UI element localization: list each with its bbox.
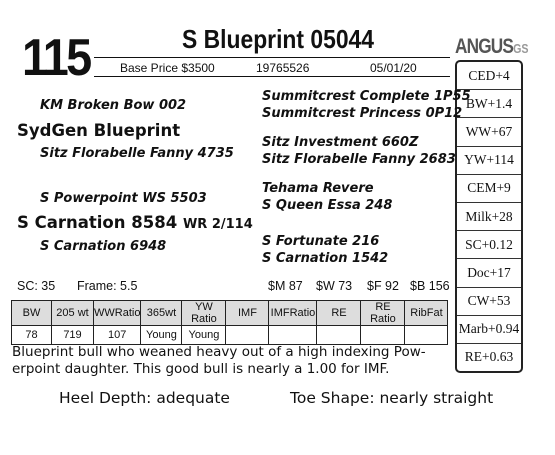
val-365wt: Young	[141, 326, 182, 345]
frame-score: Frame: 5.5	[77, 279, 138, 293]
col-yw-ratio: YW Ratio	[182, 301, 226, 326]
epd-marb: Marb+0.94	[457, 316, 521, 344]
val-205wt: 719	[52, 326, 94, 345]
pedigree-dam-dam-sire: S Fortunate 216	[262, 234, 380, 249]
col-re-ratio: RE Ratio	[361, 301, 405, 326]
registration-number: 19765526	[256, 61, 310, 75]
epd-bw: BW+1.4	[457, 90, 521, 118]
performance-header-row	[12, 301, 448, 326]
performance-table	[11, 300, 448, 345]
epd-ww: WW+67	[457, 118, 521, 146]
epd-sc: SC+0.12	[457, 231, 521, 259]
epd-column	[455, 60, 523, 373]
epd-cem: CEM+9	[457, 175, 521, 203]
heel-depth: Heel Depth: adequate	[59, 389, 230, 407]
val-re	[317, 326, 361, 345]
base-price: Base Price $3500	[120, 61, 215, 75]
val-re-ratio	[361, 326, 405, 345]
col-imf: IMF	[226, 301, 269, 326]
index-w: $W 73	[316, 279, 353, 293]
val-ribfat	[405, 326, 448, 345]
birth-date: 05/01/20	[370, 61, 417, 75]
angus-gs-logo: ANGUSGS	[455, 35, 529, 58]
col-re: RE	[317, 301, 361, 326]
val-ww-ratio: 107	[94, 326, 141, 345]
pedigree-sire-dam-sire: Sitz Investment 660Z	[262, 135, 419, 150]
sale-comment: Blueprint bull who weaned heavy out of a high indexing Pow-erpoint daughter. This good bull is nearly a 1.00 for IMF.	[12, 344, 426, 377]
index-m: $M 87	[268, 279, 303, 293]
val-imf	[226, 326, 269, 345]
dam-weaning-ratio: WR 2/114	[182, 217, 253, 232]
pedigree-sire-dam: Sitz Florabelle Fanny 4735	[40, 146, 234, 161]
col-ribfat: RibFat	[405, 301, 448, 326]
col-365wt: 365wt	[141, 301, 182, 326]
pedigree-sire-sire-sire: Summitcrest Complete 1P55	[262, 89, 471, 104]
val-bw: 78	[12, 326, 52, 345]
pedigree-dam-sire-dam: S Queen Essa 248	[262, 198, 393, 213]
val-imf-ratio	[269, 326, 317, 345]
epd-doc: Doc+17	[457, 259, 521, 287]
animal-name: S Blueprint 05044	[182, 24, 375, 54]
pedigree-sire: SydGen Blueprint	[17, 121, 181, 140]
epd-cw: CW+53	[457, 288, 521, 316]
epd-re: RE+0.63	[464, 349, 514, 365]
index-b: $B 156	[410, 279, 450, 293]
epd-milk: Milk+28	[457, 203, 521, 231]
pedigree-dam: S Carnation 8584 WR 2/114	[17, 213, 253, 232]
col-bw: BW	[12, 301, 52, 326]
pedigree-dam-sire: S Powerpoint WS 5503	[40, 191, 207, 206]
col-ww-ratio: WWRatio	[94, 301, 141, 326]
toe-shape: Toe Shape: nearly straight	[290, 389, 494, 407]
col-205wt: 205 wt	[52, 301, 94, 326]
epd-ced: CED+4	[457, 62, 521, 90]
pedigree-dam-sire-sire: Tehama Revere	[262, 181, 374, 196]
val-yw-ratio: Young	[182, 326, 226, 345]
pedigree-sire-sire: KM Broken Bow 002	[40, 98, 187, 113]
index-f: $F 92	[367, 279, 399, 293]
lot-number: 115	[22, 29, 90, 87]
info-bar	[94, 57, 450, 77]
performance-value-row	[12, 326, 448, 345]
pedigree-dam-dam-dam: S Carnation 1542	[262, 251, 389, 266]
pedigree-sire-dam-dam: Sitz Florabelle Fanny 2683	[262, 152, 456, 167]
pedigree-dam-dam: S Carnation 6948	[40, 239, 167, 254]
pedigree-sire-sire-dam: Summitcrest Princess 0P12	[262, 106, 463, 121]
scrotal-circumference: SC: 35	[17, 279, 56, 293]
epd-yw: YW+114	[457, 147, 521, 175]
col-imf-ratio: IMFRatio	[269, 301, 317, 326]
